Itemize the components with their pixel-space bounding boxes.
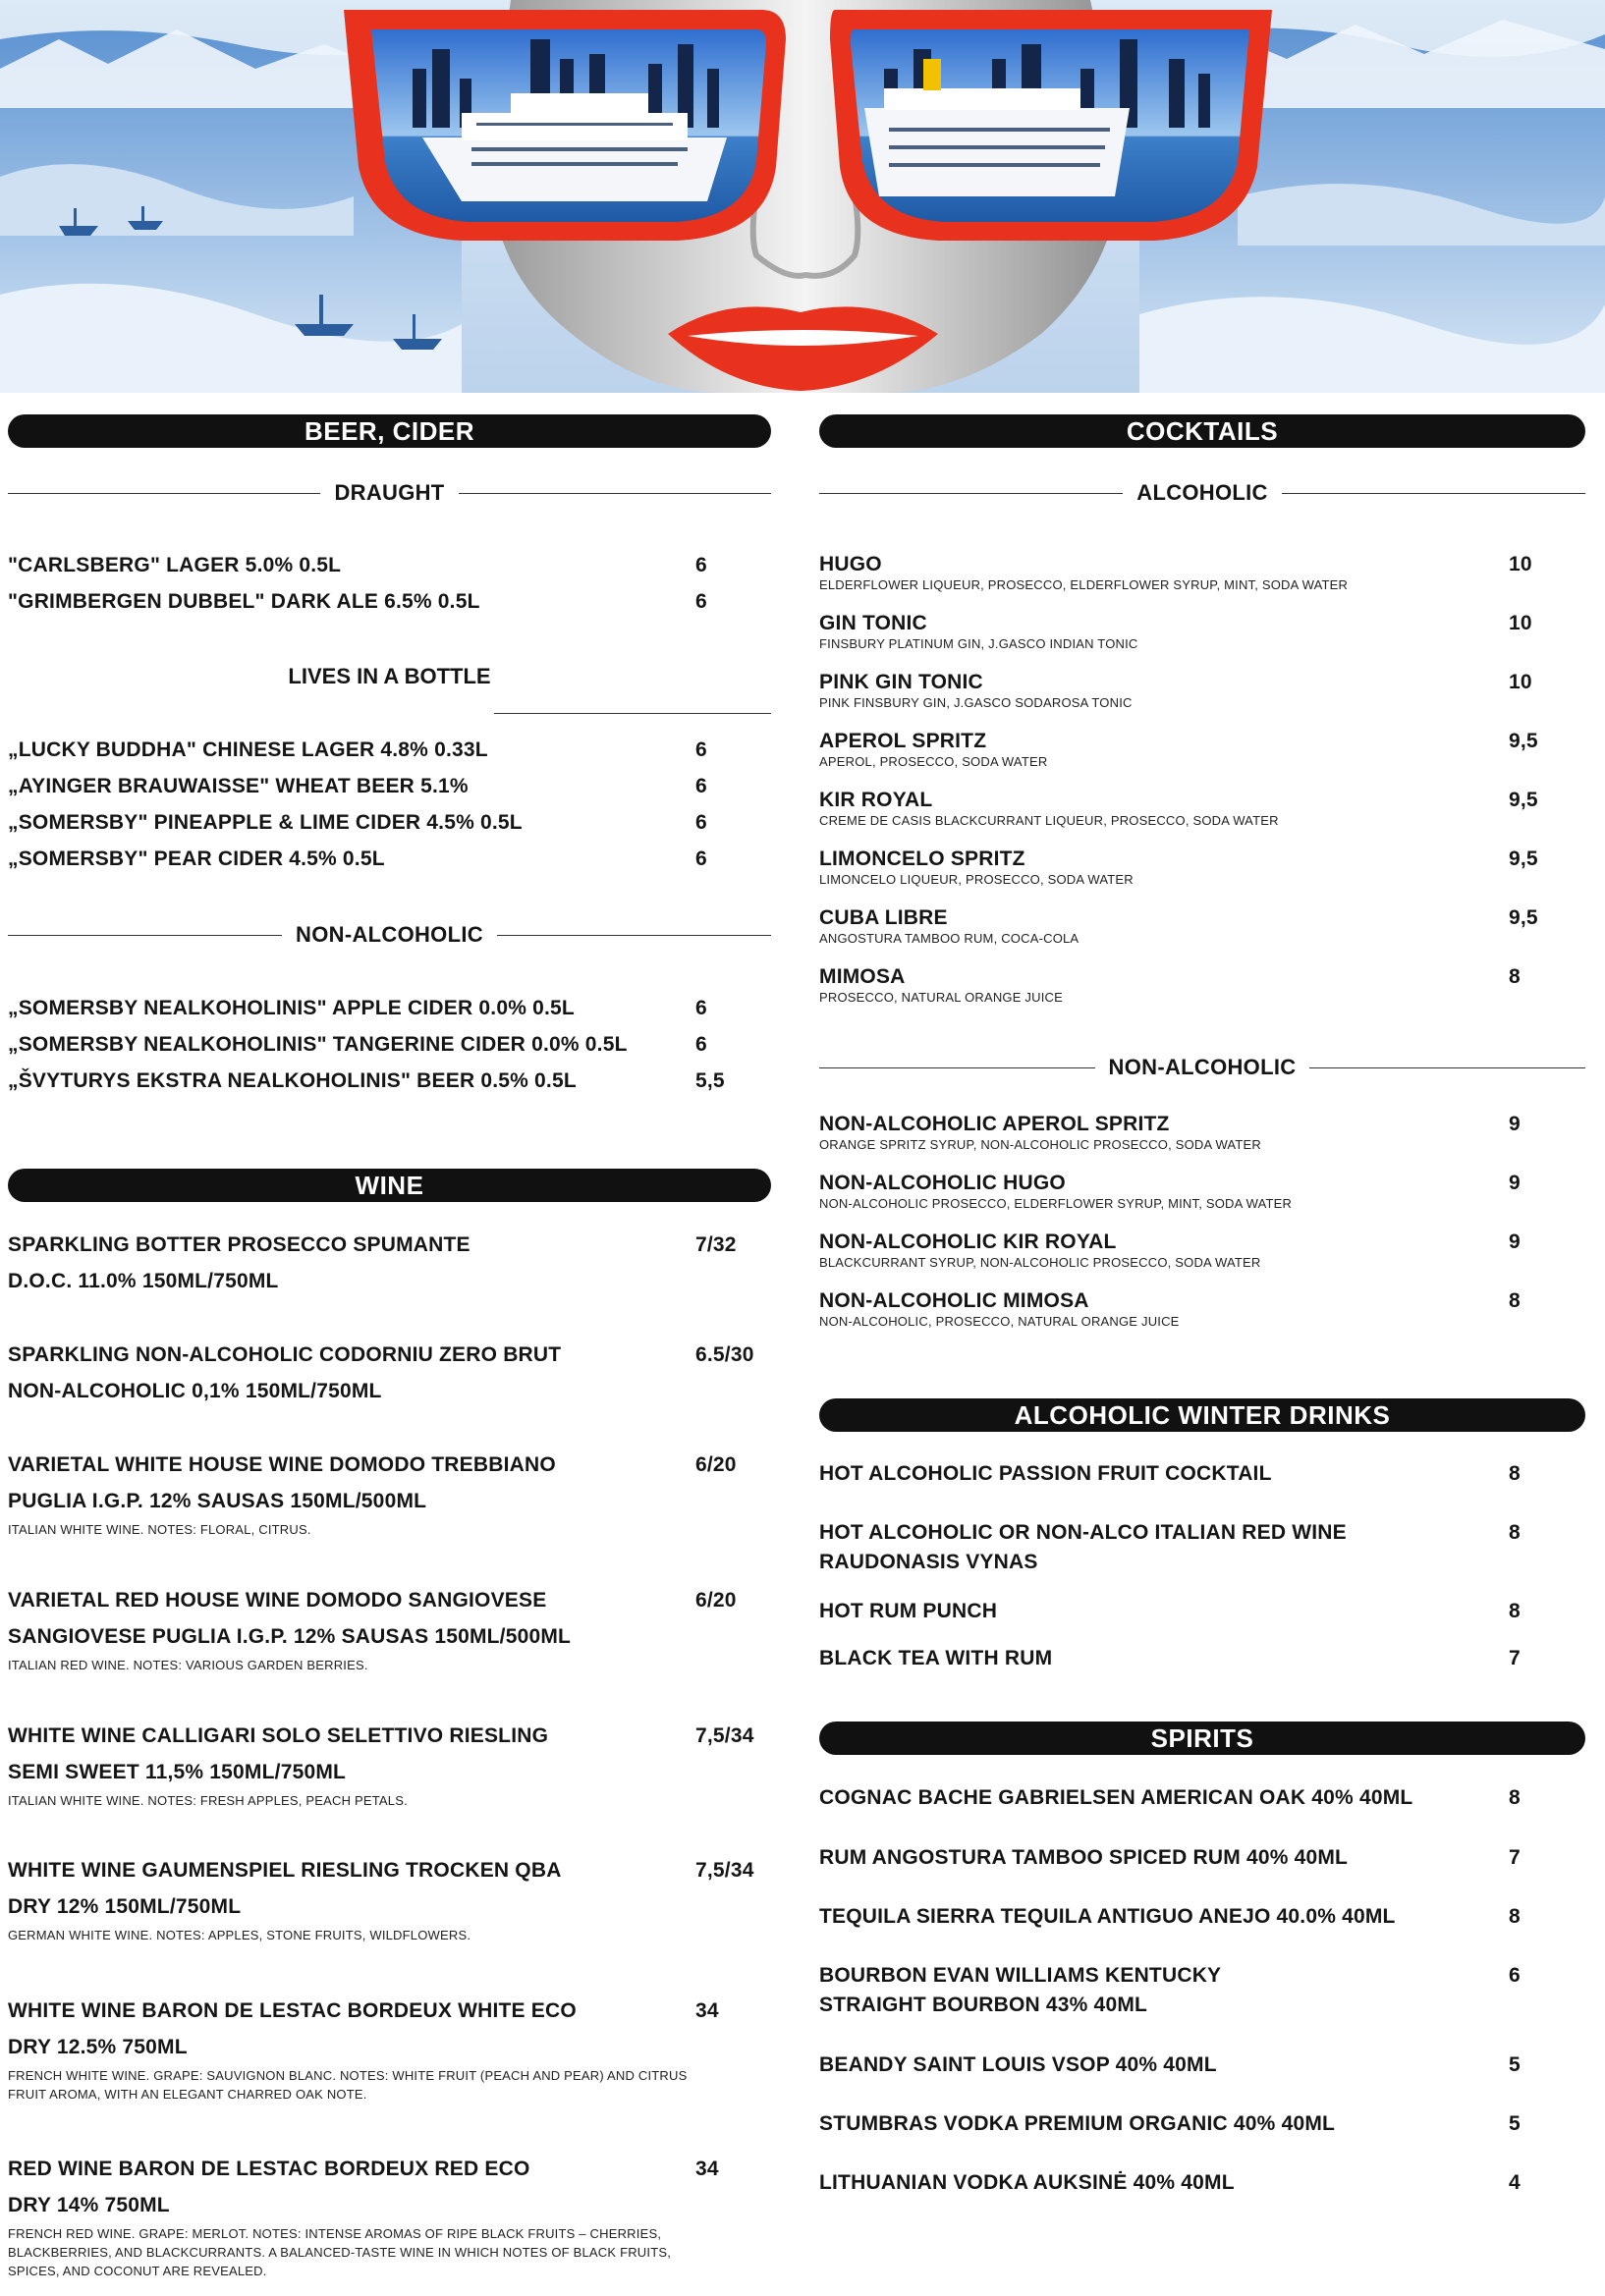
cocktail-item [819, 552, 1585, 594]
item-price: 6 [1509, 1964, 1521, 1987]
cocktail-item [819, 670, 1585, 712]
item-name: RUM ANGOSTURA TAMBOO SPICED RUM 40% 40ML [819, 1846, 1349, 1869]
item-subline: PUGLIA I.G.P. 12% SAUSAS 150ML/500ML [8, 1490, 427, 1512]
item-price: 7,5/34 [695, 1859, 754, 1882]
cocktail-row [819, 1288, 1585, 1314]
wine-item-row [8, 1858, 771, 1884]
item-name: BEANDY SAINT LOUIS VSOP 40% 40ML [819, 2053, 1217, 2076]
item-price: 6 [695, 811, 707, 834]
item-description: ANGOSTURA TAMBOO RUM, COCA-COLA [819, 931, 1079, 946]
item-subline: DRY 14% 750ML [8, 2194, 170, 2216]
item-name: „SOMERSBY NEALKOHOLINIS" TANGERINE CIDER 0.0% 0.5L [8, 1033, 628, 1056]
menu-item [8, 590, 771, 614]
item-name: NON-ALCOHOLIC HUGO [819, 1172, 1066, 1194]
item-description: ORANGE SPRITZ SYRUP, NON-ALCOHOLIC PROSECCO, SODA WATER [819, 1137, 1261, 1152]
item-description: NON-ALCOHOLIC PROSECCO, ELDERFLOWER SYRUP, MINT, SODA WATER [819, 1196, 1293, 1211]
cocktail-item [819, 1230, 1585, 1272]
wine-item-row [8, 1452, 771, 1478]
cocktail-item [819, 905, 1585, 948]
cocktail-item [819, 611, 1585, 653]
subheading-label: NON-ALCOHOLIC [1095, 1055, 1310, 1080]
subheading-label: NON-ALCOHOLIC [282, 922, 497, 948]
section-heading-winter-drinks: ALCOHOLIC WINTER DRINKS [819, 1398, 1585, 1432]
wine-item-row [8, 1588, 771, 1613]
item-description: PROSECCO, NATURAL ORANGE JUICE [819, 990, 1063, 1005]
cocktail-item [819, 729, 1585, 771]
cocktail-row [819, 670, 1585, 695]
item-name: STUMBRAS VODKA PREMIUM ORGANIC 40% 40ML [819, 2112, 1336, 2135]
wine-item [8, 1452, 771, 1539]
spirits-row [819, 2170, 1585, 2196]
item-note: ITALIAN RED WINE. NOTES: VARIOUS GARDEN BERRIES. [8, 1658, 368, 1672]
item-price: 6 [695, 590, 707, 613]
item-description: PINK FINSBURY GIN, J.GASCO SODAROSA TONIC [819, 695, 1133, 710]
menu-item [8, 811, 771, 835]
item-price: 6/20 [695, 1453, 737, 1476]
item-price: 8 [1509, 1600, 1521, 1622]
item-name: MIMOSA [819, 965, 906, 988]
cocktail-row [819, 788, 1585, 813]
menu-item [8, 738, 771, 762]
item-name: PINK GIN TONIC [819, 671, 983, 693]
section-heading-beer-cider: BEER, CIDER [8, 414, 771, 448]
item-price: 6 [695, 997, 707, 1019]
item-price: 9 [1509, 1172, 1521, 1194]
item-price: 9 [1509, 1113, 1521, 1135]
item-subline: SEMI SWEET 11,5% 150ML/750ML [8, 1761, 347, 1783]
item-price: 6 [695, 775, 707, 797]
item-name: NON-ALCOHOLIC MIMOSA [819, 1289, 1089, 1312]
item-price: 6 [695, 738, 707, 761]
cocktail-item [819, 964, 1585, 1007]
item-price: 8 [1509, 1521, 1521, 1544]
cocktail-item [819, 788, 1585, 830]
cocktail-item [819, 1112, 1585, 1154]
item-name: HUGO [819, 553, 882, 575]
winter-row [819, 1461, 1585, 1487]
wine-item-row [8, 1998, 771, 2024]
spirits-item [819, 1845, 1585, 1871]
item-name: HOT ALCOHOLIC OR NON-ALCO ITALIAN RED WINE [819, 1521, 1347, 1544]
item-description: APEROL, PROSECCO, SODA WATER [819, 754, 1048, 769]
spirits-item [819, 2111, 1585, 2137]
item-name: „SOMERSBY" PEAR CIDER 4.5% 0.5L [8, 847, 385, 870]
item-price: 5,5 [695, 1069, 725, 1092]
item-note: FRENCH RED WINE. GRAPE: MERLOT. NOTES: INTENSE AROMAS OF RIPE BLACK FRUITS – CHERRIES, BLACKBERRIES, AND BLACKCURRANTS. A BALANCED-TASTE WINE IN WHICH NOTES OF BLACK FRUITS, SPICES, AND COCONUT ARE REVEALED. [8, 2226, 672, 2278]
spirits-row [819, 1963, 1585, 1989]
cocktail-row [819, 964, 1585, 990]
cocktail-item [819, 1288, 1585, 1331]
item-price: 10 [1509, 553, 1532, 575]
item-price: 10 [1509, 612, 1532, 634]
section-heading-wine: WINE [8, 1169, 771, 1202]
item-name: „SOMERSBY" PINEAPPLE & LIME CIDER 4.5% 0.5L [8, 811, 523, 834]
item-price: 6.5/30 [695, 1343, 754, 1366]
hero-illustration [0, 0, 1605, 393]
item-name: APEROL SPRITZ [819, 730, 987, 752]
cocktail-item [819, 847, 1585, 889]
item-name: "CARLSBERG" LAGER 5.0% 0.5L [8, 554, 342, 576]
item-name: KIR ROYAL [819, 789, 933, 811]
item-name: VARIETAL RED HOUSE WINE DOMODO SANGIOVESE [8, 1589, 547, 1612]
spirits-item [819, 2170, 1585, 2196]
spirits-row [819, 1785, 1585, 1811]
item-name: BOURBON EVAN WILLIAMS KENTUCKY [819, 1964, 1222, 1987]
spirits-item [819, 2052, 1585, 2078]
item-name: WHITE WINE BARON DE LESTAC BORDEUX WHITE ECO [8, 1999, 577, 2022]
cocktail-row [819, 1171, 1585, 1196]
item-price: 7,5/34 [695, 1724, 754, 1747]
item-subline: SANGIOVESE PUGLIA I.G.P. 12% SAUSAS 150ML/500ML [8, 1625, 572, 1648]
item-price: 6 [695, 847, 707, 870]
item-name: CUBA LIBRE [819, 906, 948, 929]
item-description: NON-ALCOHOLIC, PROSECCO, NATURAL ORANGE JUICE [819, 1314, 1180, 1329]
divider [494, 713, 771, 714]
item-subline: DRY 12.5% 750ML [8, 2036, 188, 2058]
item-name: NON-ALCOHOLIC APEROL SPRITZ [819, 1113, 1170, 1135]
item-price: 4 [1509, 2171, 1521, 2194]
item-name: LITHUANIAN VODKA AUKSINĖ 40% 40ML [819, 2171, 1235, 2194]
subheading-label: ALCOHOLIC [1123, 480, 1281, 506]
subheading-non-alcoholic-cocktails [819, 1050, 1585, 1085]
item-name: LIMONCELO SPRITZ [819, 847, 1025, 870]
winter-item [819, 1461, 1585, 1487]
spirits-item [819, 1963, 1585, 2018]
subheading-label: DRAUGHT [320, 480, 458, 506]
menu-item [8, 775, 771, 798]
item-price: 9 [1509, 1230, 1521, 1253]
winter-item [819, 1599, 1585, 1624]
cocktail-item [819, 1171, 1585, 1213]
wine-item-row [8, 1723, 771, 1749]
menu-item [8, 1033, 771, 1057]
menu-item [8, 554, 771, 577]
spirits-item [819, 1785, 1585, 1811]
wine-item [8, 2157, 771, 2280]
spirits-row [819, 1904, 1585, 1930]
item-description: LIMONCELO LIQUEUR, PROSECCO, SODA WATER [819, 872, 1134, 887]
hero-svg [0, 0, 1605, 393]
wine-item [8, 1998, 771, 2104]
section-heading-cocktails: COCKTAILS [819, 414, 1585, 448]
menu-item [8, 1069, 771, 1093]
item-price: 34 [695, 1999, 719, 2022]
winter-item [819, 1646, 1585, 1671]
item-price: 9,5 [1509, 847, 1538, 870]
item-description: ELDERFLOWER LIQUEUR, PROSECCO, ELDERFLOWER SYRUP, MINT, SODA WATER [819, 577, 1349, 592]
item-name: COGNAC BACHE GABRIELSEN AMERICAN OAK 40% 40ML [819, 1786, 1413, 1809]
winter-row [819, 1520, 1585, 1546]
item-price: 34 [695, 2158, 719, 2180]
item-description: CREME DE CASIS BLACKCURRANT LIQUEUR, PROSECCO, SODA WATER [819, 813, 1279, 828]
cocktail-row [819, 905, 1585, 931]
item-name: "GRIMBERGEN DUBBEL" DARK ALE 6.5% 0.5L [8, 590, 480, 613]
menu-item [8, 847, 771, 871]
spirits-row [819, 2111, 1585, 2137]
item-price: 6 [695, 1033, 707, 1056]
item-price: 7 [1509, 1846, 1521, 1869]
item-price: 8 [1509, 965, 1521, 988]
wine-item [8, 1232, 771, 1294]
item-price: 6 [695, 554, 707, 576]
item-name: WHITE WINE CALLIGARI SOLO SELETTIVO RIESLING [8, 1724, 549, 1747]
item-price: 9,5 [1509, 730, 1538, 752]
item-name: TEQUILA SIERRA TEQUILA ANTIGUO ANEJO 40.0% 40ML [819, 1905, 1396, 1928]
item-name: SPARKLING NON-ALCOHOLIC CODORNIU ZERO BRUT [8, 1343, 562, 1366]
item-name: „AYINGER BRAUWAISSE" WHEAT BEER 5.1% [8, 775, 469, 797]
wine-item-row [8, 1232, 771, 1258]
item-price: 6/20 [695, 1589, 737, 1612]
item-name: „LUCKY BUDDHA" CHINESE LAGER 4.8% 0.33L [8, 738, 488, 761]
winter-item [819, 1520, 1585, 1575]
item-note: ITALIAN WHITE WINE. NOTES: FRESH APPLES, PEACH PETALS. [8, 1793, 408, 1808]
subheading-draught [8, 475, 771, 511]
item-subline: NON-ALCOHOLIC 0,1% 150ML/750ML [8, 1380, 382, 1402]
cocktail-row [819, 847, 1585, 872]
item-price: 8 [1509, 1786, 1521, 1809]
item-price: 5 [1509, 2053, 1521, 2076]
item-name: VARIETAL WHITE HOUSE WINE DOMODO TREBBIANO [8, 1453, 556, 1476]
item-price: 5 [1509, 2112, 1521, 2135]
item-price: 8 [1509, 1462, 1521, 1485]
wine-item [8, 1342, 771, 1404]
item-name: HOT ALCOHOLIC PASSION FRUIT COCKTAIL [819, 1462, 1272, 1485]
cocktail-row [819, 1230, 1585, 1255]
item-price: 8 [1509, 1905, 1521, 1928]
item-subline: DRY 12% 150ML/750ML [8, 1895, 242, 1918]
subheading-label: LIVES IN A BOTTLE [288, 664, 491, 688]
wine-item [8, 1588, 771, 1674]
item-name: RED WINE BARON DE LESTAC BORDEUX RED ECO [8, 2158, 530, 2180]
wine-item-row [8, 2157, 771, 2182]
menu-item [8, 997, 771, 1020]
item-name: SPARKLING BOTTER PROSECCO SPUMANTE [8, 1233, 470, 1256]
item-price: 7/32 [695, 1233, 737, 1256]
wine-item-row [8, 1342, 771, 1368]
item-description: BLACKCURRANT SYRUP, NON-ALCOHOLIC PROSECCO, SODA WATER [819, 1255, 1261, 1270]
item-name: HOT RUM PUNCH [819, 1600, 998, 1622]
cocktail-row [819, 729, 1585, 754]
item-price: 8 [1509, 1289, 1521, 1312]
spirits-item [819, 1904, 1585, 1930]
spirits-row [819, 1845, 1585, 1871]
item-name: BLACK TEA WITH RUM [819, 1647, 1053, 1669]
item-price: 7 [1509, 1647, 1521, 1669]
item-note: GERMAN WHITE WINE. NOTES: APPLES, STONE FRUITS, WILDFLOWERS. [8, 1928, 471, 1942]
item-price: 9,5 [1509, 906, 1538, 929]
subheading-lives-in-a-bottle [8, 664, 771, 703]
winter-row [819, 1599, 1585, 1624]
item-subline: RAUDONASIS VYNAS [819, 1551, 1038, 1573]
item-name: WHITE WINE GAUMENSPIEL RIESLING TROCKEN QBA [8, 1859, 562, 1882]
wine-item [8, 1858, 771, 1944]
item-note: FRENCH WHITE WINE. GRAPE: SAUVIGNON BLANC. NOTES: WHITE FRUIT (PEACH AND PEAR) AND CITRUS FRUIT AROMA, WITH AN ELEGANT CHARRED OAK NOTE. [8, 2068, 688, 2102]
wine-item [8, 1723, 771, 1810]
cocktail-row [819, 1112, 1585, 1137]
item-note: ITALIAN WHITE WINE. NOTES: FLORAL, CITRUS. [8, 1522, 311, 1537]
subheading-non-alcoholic [8, 917, 771, 953]
item-price: 10 [1509, 671, 1532, 693]
item-price: 9,5 [1509, 789, 1538, 811]
item-subline: STRAIGHT BOURBON 43% 40ML [819, 1994, 1148, 2016]
cocktail-row [819, 552, 1585, 577]
cocktail-row [819, 611, 1585, 636]
winter-row [819, 1646, 1585, 1671]
item-name: GIN TONIC [819, 612, 927, 634]
subheading-alcoholic [819, 475, 1585, 511]
item-name: NON-ALCOHOLIC KIR ROYAL [819, 1230, 1117, 1253]
section-heading-spirits: SPIRITS [819, 1722, 1585, 1755]
item-subline: D.O.C. 11.0% 150ML/750ML [8, 1270, 279, 1292]
item-description: FINSBURY PLATINUM GIN, J.GASCO INDIAN TONIC [819, 636, 1138, 651]
item-name: „SOMERSBY NEALKOHOLINIS" APPLE CIDER 0.0% 0.5L [8, 997, 575, 1019]
spirits-row [819, 2052, 1585, 2078]
item-name: „ŠVYTURYS EKSTRA NEALKOHOLINIS" BEER 0.5% 0.5L [8, 1069, 577, 1092]
